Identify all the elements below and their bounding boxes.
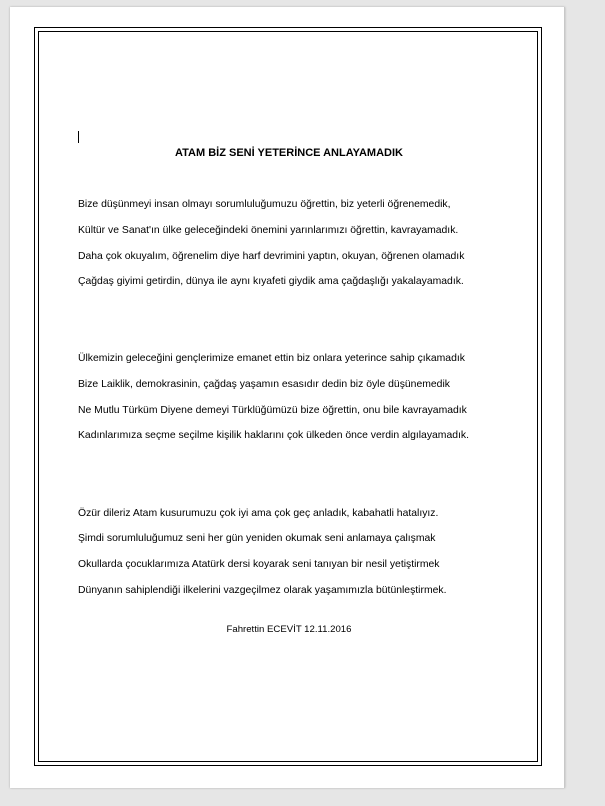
document-title[interactable]: ATAM BİZ SENİ YETERİNCE ANLAYAMADIK [175,147,403,159]
poem-line[interactable]: Ülkemizin geleceğini gençlerimize emanet ettin biz onlara yeterince sahip çıkamadık [78,353,465,364]
poem-line[interactable]: Ne Mutlu Türküm Diyene demeyi Türklüğümüzü bize öğrettin, onu bile kavrayamadık [78,405,467,416]
poem-line[interactable]: Bize düşünmeyi insan olmayı sorumluluğumuzu öğrettin, biz yeterli öğrenemedik, [78,199,451,210]
signature-line[interactable]: Fahrettin ECEVİT 12.11.2016 [226,624,352,635]
text-cursor [78,131,79,143]
poem-line[interactable]: Özür dileriz Atam kusurumuzu çok iyi ama çok geç anladık, kabahatli hatalıyız. [78,508,439,519]
document-page [10,7,565,788]
poem-line[interactable]: Okullarda çocuklarımıza Atatürk dersi koyarak seni tanıyan bir nesil yetiştirmek [78,559,440,570]
poem-line[interactable]: Çağdaş giyimi getirdin, dünya ile aynı kıyafeti giydik ama çağdaşlığı yakalayamadık. [78,276,464,287]
poem-line[interactable]: Kültür ve Sanat'ın ülke geleceğindeki önemini yarınlarımızı öğrettin, kavrayamadık. [78,225,459,236]
poem-line[interactable]: Bize Laiklik, demokrasinin, çağdaş yaşamın esasıdır dedin biz öyle düşünemedik [78,379,450,390]
page-border-inner [38,31,538,762]
poem-line[interactable]: Dünyanın sahiplendiği ilkelerini vazgeçilmez olarak yaşamımızla bütünleştirmek. [78,585,447,596]
poem-line[interactable]: Şimdi sorumluluğumuz seni her gün yeniden okumak seni anlamaya çalışmak [78,533,436,544]
poem-line[interactable]: Daha çok okuyalım, öğrenelim diye harf devrimini yaptın, okuyan, öğrenen olamadık [78,251,465,262]
poem-line[interactable]: Kadınlarımıza seçme seçilme kişilik haklarını çok ülkeden önce verdin algılayamadık. [78,430,469,441]
page-border [34,27,542,766]
